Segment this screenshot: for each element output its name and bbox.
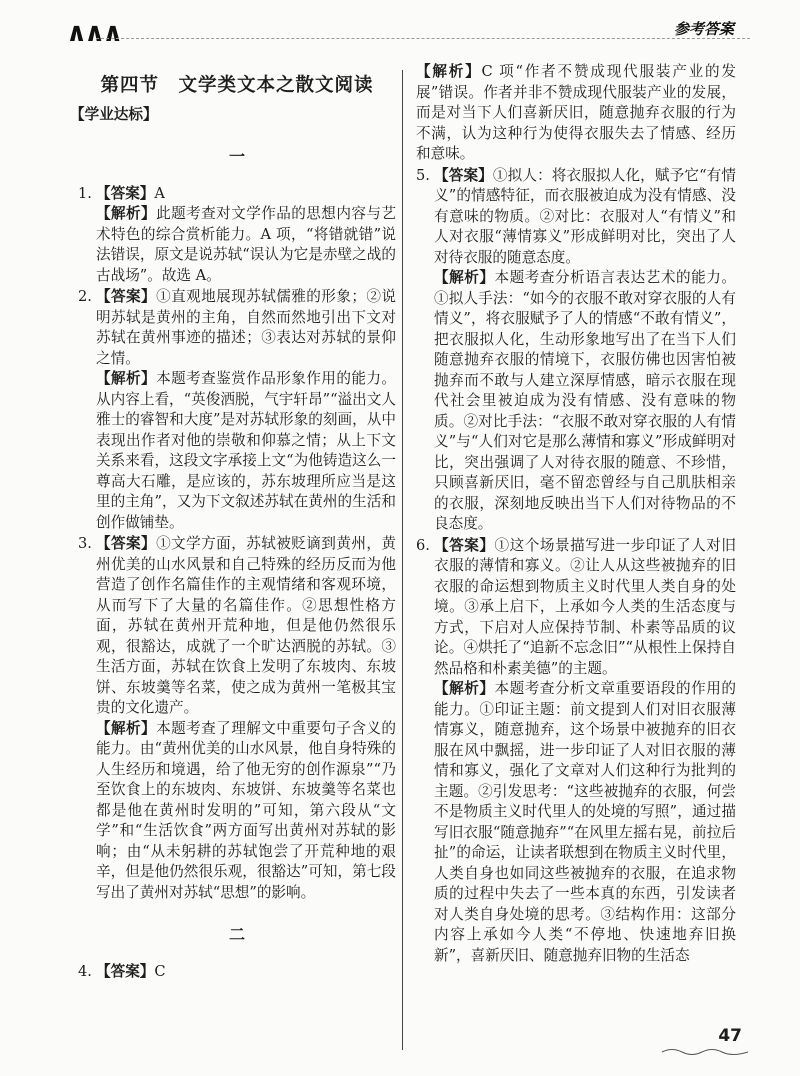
explanation bbox=[96, 719, 396, 904]
explanation-text: 本题考查分析语言表达艺术的能力。①拟人手法：“如今的衣服不敢对穿衣服的人有情义”，将衣服赋予了人的情感“不敢有情义”，把衣服拟人化，生动形象地写出了在当下人们随意抛弃衣服的情境下，衣服仿佛也因害怕被抛弃而不敢与人建立深厚情感，暗示衣服在现代社会里被迫成为没有情感、没有意味的物质。②对比手法：“衣服不敢对穿衣服的人有情义”与“人们对它是那么薄情和寡义”形成鲜明对比，突出强调了人对待衣服的随意、不珍惜，只顾喜新厌旧，毫不留恋曾经与自己肌肤相亲的衣服，深刻地反映出当下人们对待物品的不良态度。 bbox=[434, 269, 736, 532]
header-title: 参考答案 bbox=[673, 20, 734, 38]
answer-tag: 【答案】 bbox=[434, 536, 495, 554]
answer-text: ①文学方面，苏轼被贬谪到黄州，黄州优美的山水风景和自己特殊的经历反而为他营造了创作名篇佳作的主观情绪和客观环境，从而写下了大量的名篇佳作。②思想性格方面，苏轼在黄州开荒种地，但是他仍然很乐观，很豁达，成就了一个旷达洒脱的苏轼。③生活方面，苏轼在饮食上发明了东坡肉、东坡饼、东坡羹等名菜，使之成为黄州一笔极其宝贵的文化遗产。 bbox=[96, 535, 396, 716]
explanation bbox=[96, 369, 396, 533]
footer-ornament-icon bbox=[660, 1047, 750, 1057]
explanation-tag: 【解析】 bbox=[96, 205, 157, 222]
explanation-tag: 【解析】 bbox=[96, 719, 157, 737]
explanation-text: C 项“作者不赞成现代服装产业的发展”错误。作者并非不赞成现代服装产业的发展，而是对当下人们喜新厌旧，随意抛弃衣服的行为不满，认为这种行为使得衣服失去了情感、经历和意味。 bbox=[416, 63, 736, 162]
question-1 bbox=[78, 184, 396, 287]
explanation-tag: 【解析】 bbox=[434, 269, 495, 286]
answer-text: ①拟人：将衣服拟人化，赋予它“有情义”的情感特征，而衣服被迫成为没有情感、没有意味的物质。②对比：衣服对人“有情义”和人对衣服“薄情寡义”形成鲜明对比，突出了人对待衣服的随意态度。 bbox=[434, 166, 736, 266]
question-number: 1. bbox=[78, 184, 92, 202]
explanation bbox=[434, 679, 736, 966]
answer-line bbox=[434, 166, 736, 269]
question-number: 3. bbox=[78, 535, 92, 552]
explanation-tag: 【解析】 bbox=[434, 680, 495, 697]
answer-line bbox=[96, 184, 396, 205]
explanation-tag: 【解析】 bbox=[416, 63, 482, 80]
question-number: 2. bbox=[78, 288, 92, 305]
right-column bbox=[416, 62, 736, 967]
explanation-tag: 【解析】 bbox=[96, 370, 157, 387]
answer-line bbox=[96, 534, 396, 719]
explanation bbox=[96, 204, 396, 286]
explanation bbox=[434, 268, 736, 535]
section-title: 第四节 文学类文本之散文阅读 bbox=[100, 75, 374, 96]
question-2 bbox=[78, 287, 396, 533]
explanation bbox=[416, 62, 736, 165]
sub-title: 【学业达标】 bbox=[70, 105, 158, 123]
question-5 bbox=[416, 166, 736, 535]
answer-line bbox=[96, 962, 396, 983]
question-number: 5. bbox=[416, 166, 430, 184]
answer-text: ①这个场景描写进一步印证了人对旧衣服的薄情和寡义。②让人从这些被抛弃的旧衣服的命运想到物质主义时代里人类自身的处境。③承上启下，上承如今人类的生活态度与方式，下启对人应保持节制、朴素等品质的议论。④烘托了“追新不忘念旧”“从根性上保持自然品格和朴素美德”的主题。 bbox=[434, 536, 736, 677]
question-4-continued bbox=[416, 62, 736, 165]
answer-tag: 【答案】 bbox=[96, 962, 155, 980]
page-number: 47 bbox=[718, 1026, 742, 1046]
question-3 bbox=[78, 534, 396, 903]
left-column bbox=[70, 62, 396, 983]
explanation-text: 本题考查了理解文中重要句子含义的能力。由“黄州优美的山水风景，他自身特殊的人生经历和境遇，给了他无穷的创作源泉”“乃至饮食上的东坡肉、东坡饼、东坡羹等名菜也都是他在黄州时发明的”可知，第六段从“文学”和“生活饮食”两方面写出黄州对苏轼的影响；由“从未躬耕的苏轼饱尝了开荒种地的艰辛，但是他仍然很乐观，很豁达”可知，第七段写出了黄州对苏轼“思想”的影响。 bbox=[96, 719, 396, 901]
answer-tag: 【答案】 bbox=[434, 166, 493, 184]
explanation-text: 本题考查鉴赏作品形象作用的能力。从内容上看，“英俊洒脱，气宇轩昂”“溢出文人雅士的睿智和大度”是对苏轼形象的刻画，从中表现出作者对他的崇敬和仰慕之情；从上下文关系来看，这段文字承接上文“为他铸造这么一尊高大石雕，是应该的，苏东坡理所应当是这里的主角”，又为下文叙述苏轼在黄州的生活和创作做铺垫。 bbox=[96, 370, 396, 531]
answer-tag: 【答案】 bbox=[96, 184, 155, 202]
question-6 bbox=[416, 536, 736, 967]
answer-text: ①直观地展现苏轼儒雅的形象；②说明苏轼是黄州的主角，自然而然地引出下文对苏轼在黄州事迹的描述；③表达对苏轼的景仰之情。 bbox=[96, 288, 396, 367]
header-rule bbox=[96, 38, 750, 39]
question-4 bbox=[78, 962, 396, 983]
part-heading-1: 一 bbox=[228, 147, 245, 166]
answer-text: C bbox=[154, 962, 166, 980]
answer-line bbox=[434, 536, 736, 680]
explanation-text: 本题考查分析文章重要语段的作用的能力。①印证主题：前文提到人们对旧衣服薄情寡义，随意抛弃，这个场景中被抛弃的旧衣服在风中飘摇，进一步印证了人对旧衣服的薄情和寡义，强化了文章对人们这种行为批判的主题。②引发思考：“这些被抛弃的衣服，何尝不是物质主义时代里人的处境的写照”，通过描写旧衣服“随意抛弃”“在风里左摇右晃，前拉后扯”的命运，让读者联想到在物质主义时代里，人类自身也如同这些被抛弃的衣服，在追求物质的过程中失去了一些本真的东西，引发读者对人类自身处境的思考。③结构作用：这部分内容上承如今人类“不停地、快速地弃旧换新”，喜新厌旧、随意抛弃旧物的生活态 bbox=[434, 680, 736, 964]
explanation-text: 此题考查对文学作品的思想内容与艺术特色的综合赏析能力。A 项，“将错就错”说法错误，原文是说苏轼“误认为它是赤壁之战的古战场”。故选 A。 bbox=[96, 205, 396, 284]
question-number: 6. bbox=[416, 536, 430, 554]
answer-tag: 【答案】 bbox=[96, 288, 157, 305]
answer-line bbox=[96, 287, 396, 369]
column-divider bbox=[402, 70, 403, 1050]
answer-text: A bbox=[154, 184, 165, 202]
answer-tag: 【答案】 bbox=[96, 535, 157, 552]
part-heading-2: 二 bbox=[228, 925, 245, 944]
publisher-logo: ∧∧∧ bbox=[66, 18, 121, 48]
question-number: 4. bbox=[78, 962, 92, 980]
